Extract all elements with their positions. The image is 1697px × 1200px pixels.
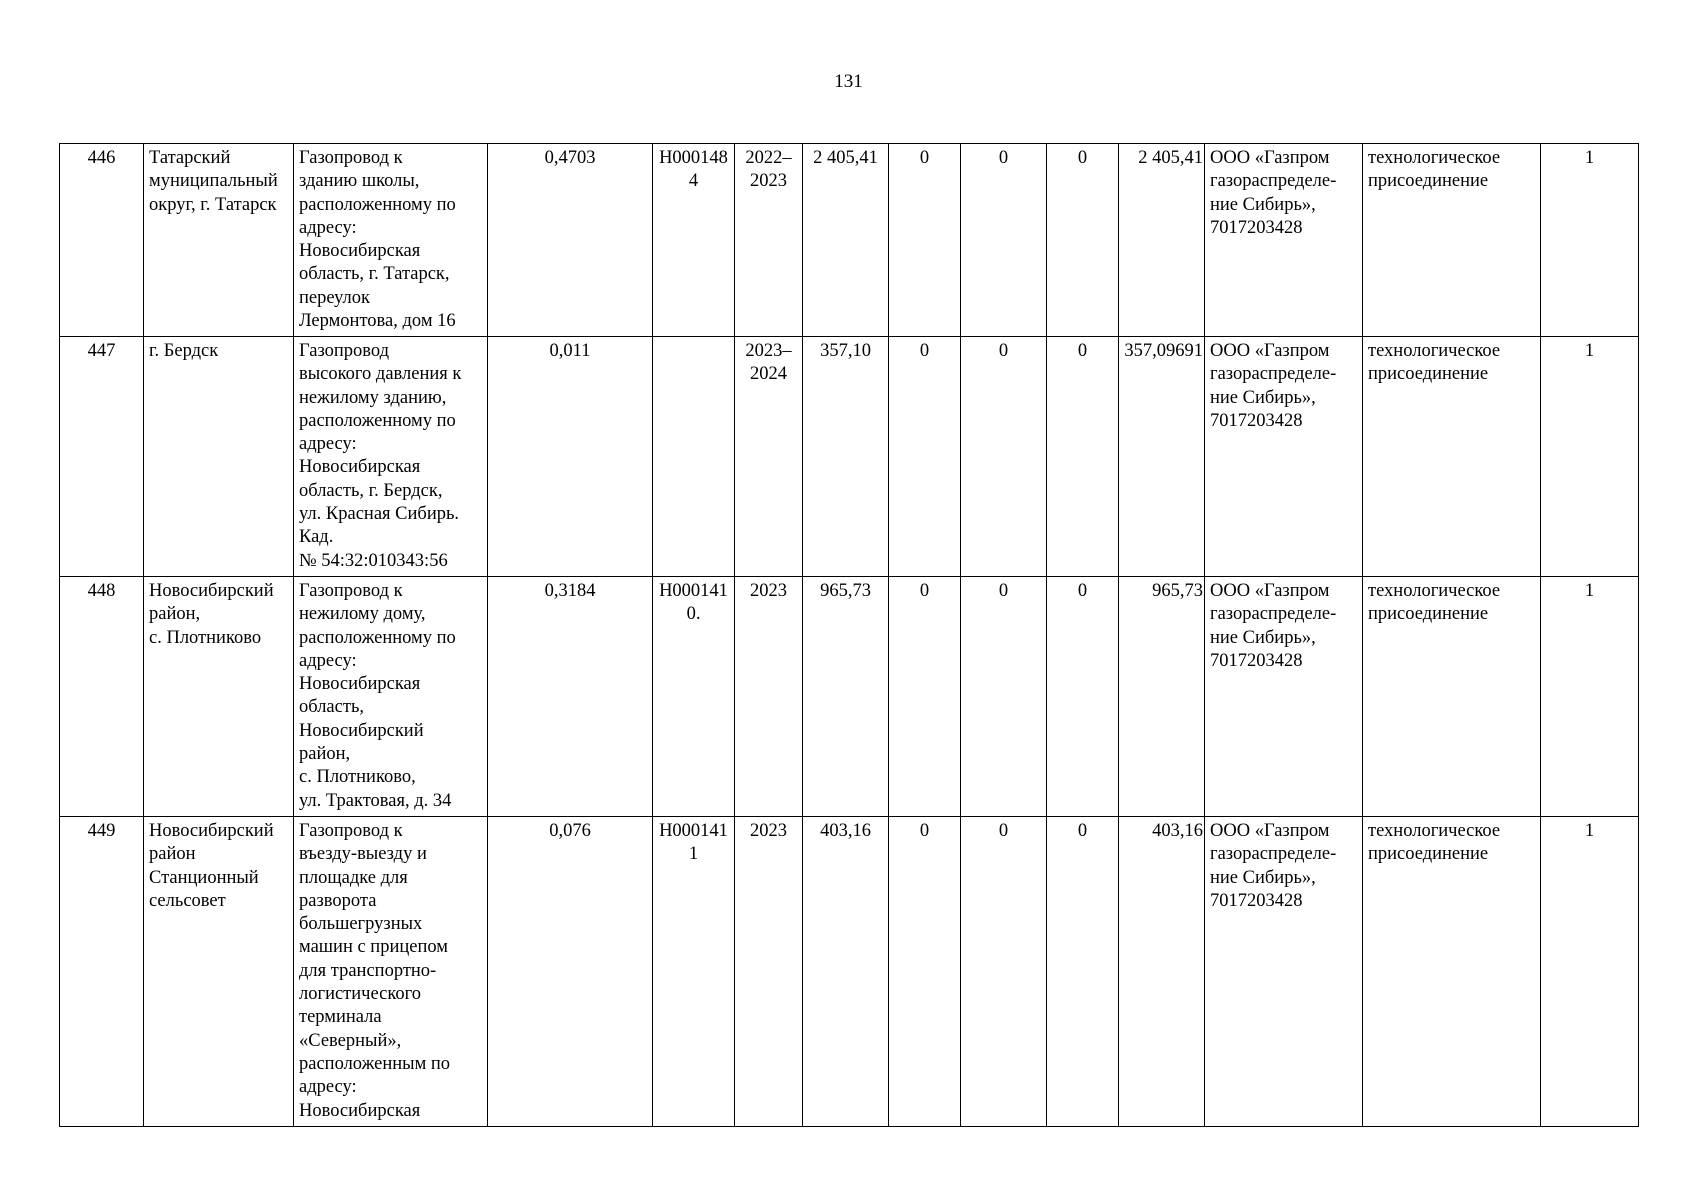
- value-3-cell: 0: [1047, 337, 1119, 577]
- length-cell: 0,4703: [488, 144, 653, 337]
- territory-cell: Новосибирский район, с. Плотниково: [144, 577, 294, 817]
- count-cell: 1: [1541, 144, 1639, 337]
- object-cell: Газопровод к нежилому дому, расположенному по адресу: Новосибирская область, Новосибирский район, с. Плотниково, ул. Трактовая, д. 34: [294, 577, 488, 817]
- row-number: 446: [60, 144, 144, 337]
- table-row: [60, 144, 1639, 337]
- cost-cell: 357,10: [803, 337, 889, 577]
- value-1-cell: 0: [889, 577, 961, 817]
- total-cell: 403,16: [1119, 817, 1205, 1127]
- value-2-cell: 0: [961, 817, 1047, 1127]
- row-number: 448: [60, 577, 144, 817]
- territory-cell: Татарский муниципальный округ, г. Татарск: [144, 144, 294, 337]
- cost-cell: 2 405,41: [803, 144, 889, 337]
- cost-cell: 965,73: [803, 577, 889, 817]
- years-cell: 2023– 2024: [735, 337, 803, 577]
- cost-cell: 403,16: [803, 817, 889, 1127]
- value-2-cell: 0: [961, 337, 1047, 577]
- code-cell: [653, 337, 735, 577]
- length-cell: 0,011: [488, 337, 653, 577]
- count-cell: 1: [1541, 577, 1639, 817]
- organization-cell: ООО «Газпром газораспределе- ние Сибирь», 7017203428: [1205, 337, 1363, 577]
- value-1-cell: 0: [889, 817, 961, 1127]
- years-cell: 2022– 2023: [735, 144, 803, 337]
- value-2-cell: 0: [961, 144, 1047, 337]
- code-cell: Н000141 0.: [653, 577, 735, 817]
- table-row: [60, 577, 1639, 817]
- object-cell: Газопровод высокого давления к нежилому зданию, расположенному по адресу: Новосибирская область, г. Бердск, ул. Красная Сибирь. Кад. № 54:32:010343:56: [294, 337, 488, 577]
- value-3-cell: 0: [1047, 144, 1119, 337]
- value-1-cell: 0: [889, 144, 961, 337]
- table-row: [60, 337, 1639, 577]
- territory-cell: г. Бердск: [144, 337, 294, 577]
- row-number: 449: [60, 817, 144, 1127]
- value-2-cell: 0: [961, 577, 1047, 817]
- years-cell: 2023: [735, 577, 803, 817]
- row-number: 447: [60, 337, 144, 577]
- value-1-cell: 0: [889, 337, 961, 577]
- organization-cell: ООО «Газпром газораспределе- ние Сибирь», 7017203428: [1205, 144, 1363, 337]
- code-cell: Н000148 4: [653, 144, 735, 337]
- value-3-cell: 0: [1047, 817, 1119, 1127]
- page-number: 131: [834, 71, 863, 92]
- organization-cell: ООО «Газпром газораспределе- ние Сибирь», 7017203428: [1205, 577, 1363, 817]
- count-cell: 1: [1541, 817, 1639, 1127]
- count-cell: 1: [1541, 337, 1639, 577]
- type-cell: технологическое присоединение: [1363, 817, 1541, 1127]
- length-cell: 0,3184: [488, 577, 653, 817]
- table-row: [60, 817, 1639, 1127]
- object-cell: Газопровод к зданию школы, расположенному по адресу: Новосибирская область, г. Татарск, переулок Лермонтова, дом 16: [294, 144, 488, 337]
- total-cell: 357,09691: [1119, 337, 1205, 577]
- organization-cell: ООО «Газпром газораспределе- ние Сибирь», 7017203428: [1205, 817, 1363, 1127]
- gas-pipeline-table: [59, 143, 1639, 1127]
- code-cell: Н000141 1: [653, 817, 735, 1127]
- value-3-cell: 0: [1047, 577, 1119, 817]
- type-cell: технологическое присоединение: [1363, 577, 1541, 817]
- total-cell: 965,73: [1119, 577, 1205, 817]
- years-cell: 2023: [735, 817, 803, 1127]
- territory-cell: Новосибирский район Станционный сельсовет: [144, 817, 294, 1127]
- type-cell: технологическое присоединение: [1363, 337, 1541, 577]
- total-cell: 2 405,41: [1119, 144, 1205, 337]
- type-cell: технологическое присоединение: [1363, 144, 1541, 337]
- object-cell: Газопровод к въезду-выезду и площадке для разворота большегрузных машин с прицепом для транспортно- логистического терминала «Северный», расположенным по адресу: Новосибирская: [294, 817, 488, 1127]
- length-cell: 0,076: [488, 817, 653, 1127]
